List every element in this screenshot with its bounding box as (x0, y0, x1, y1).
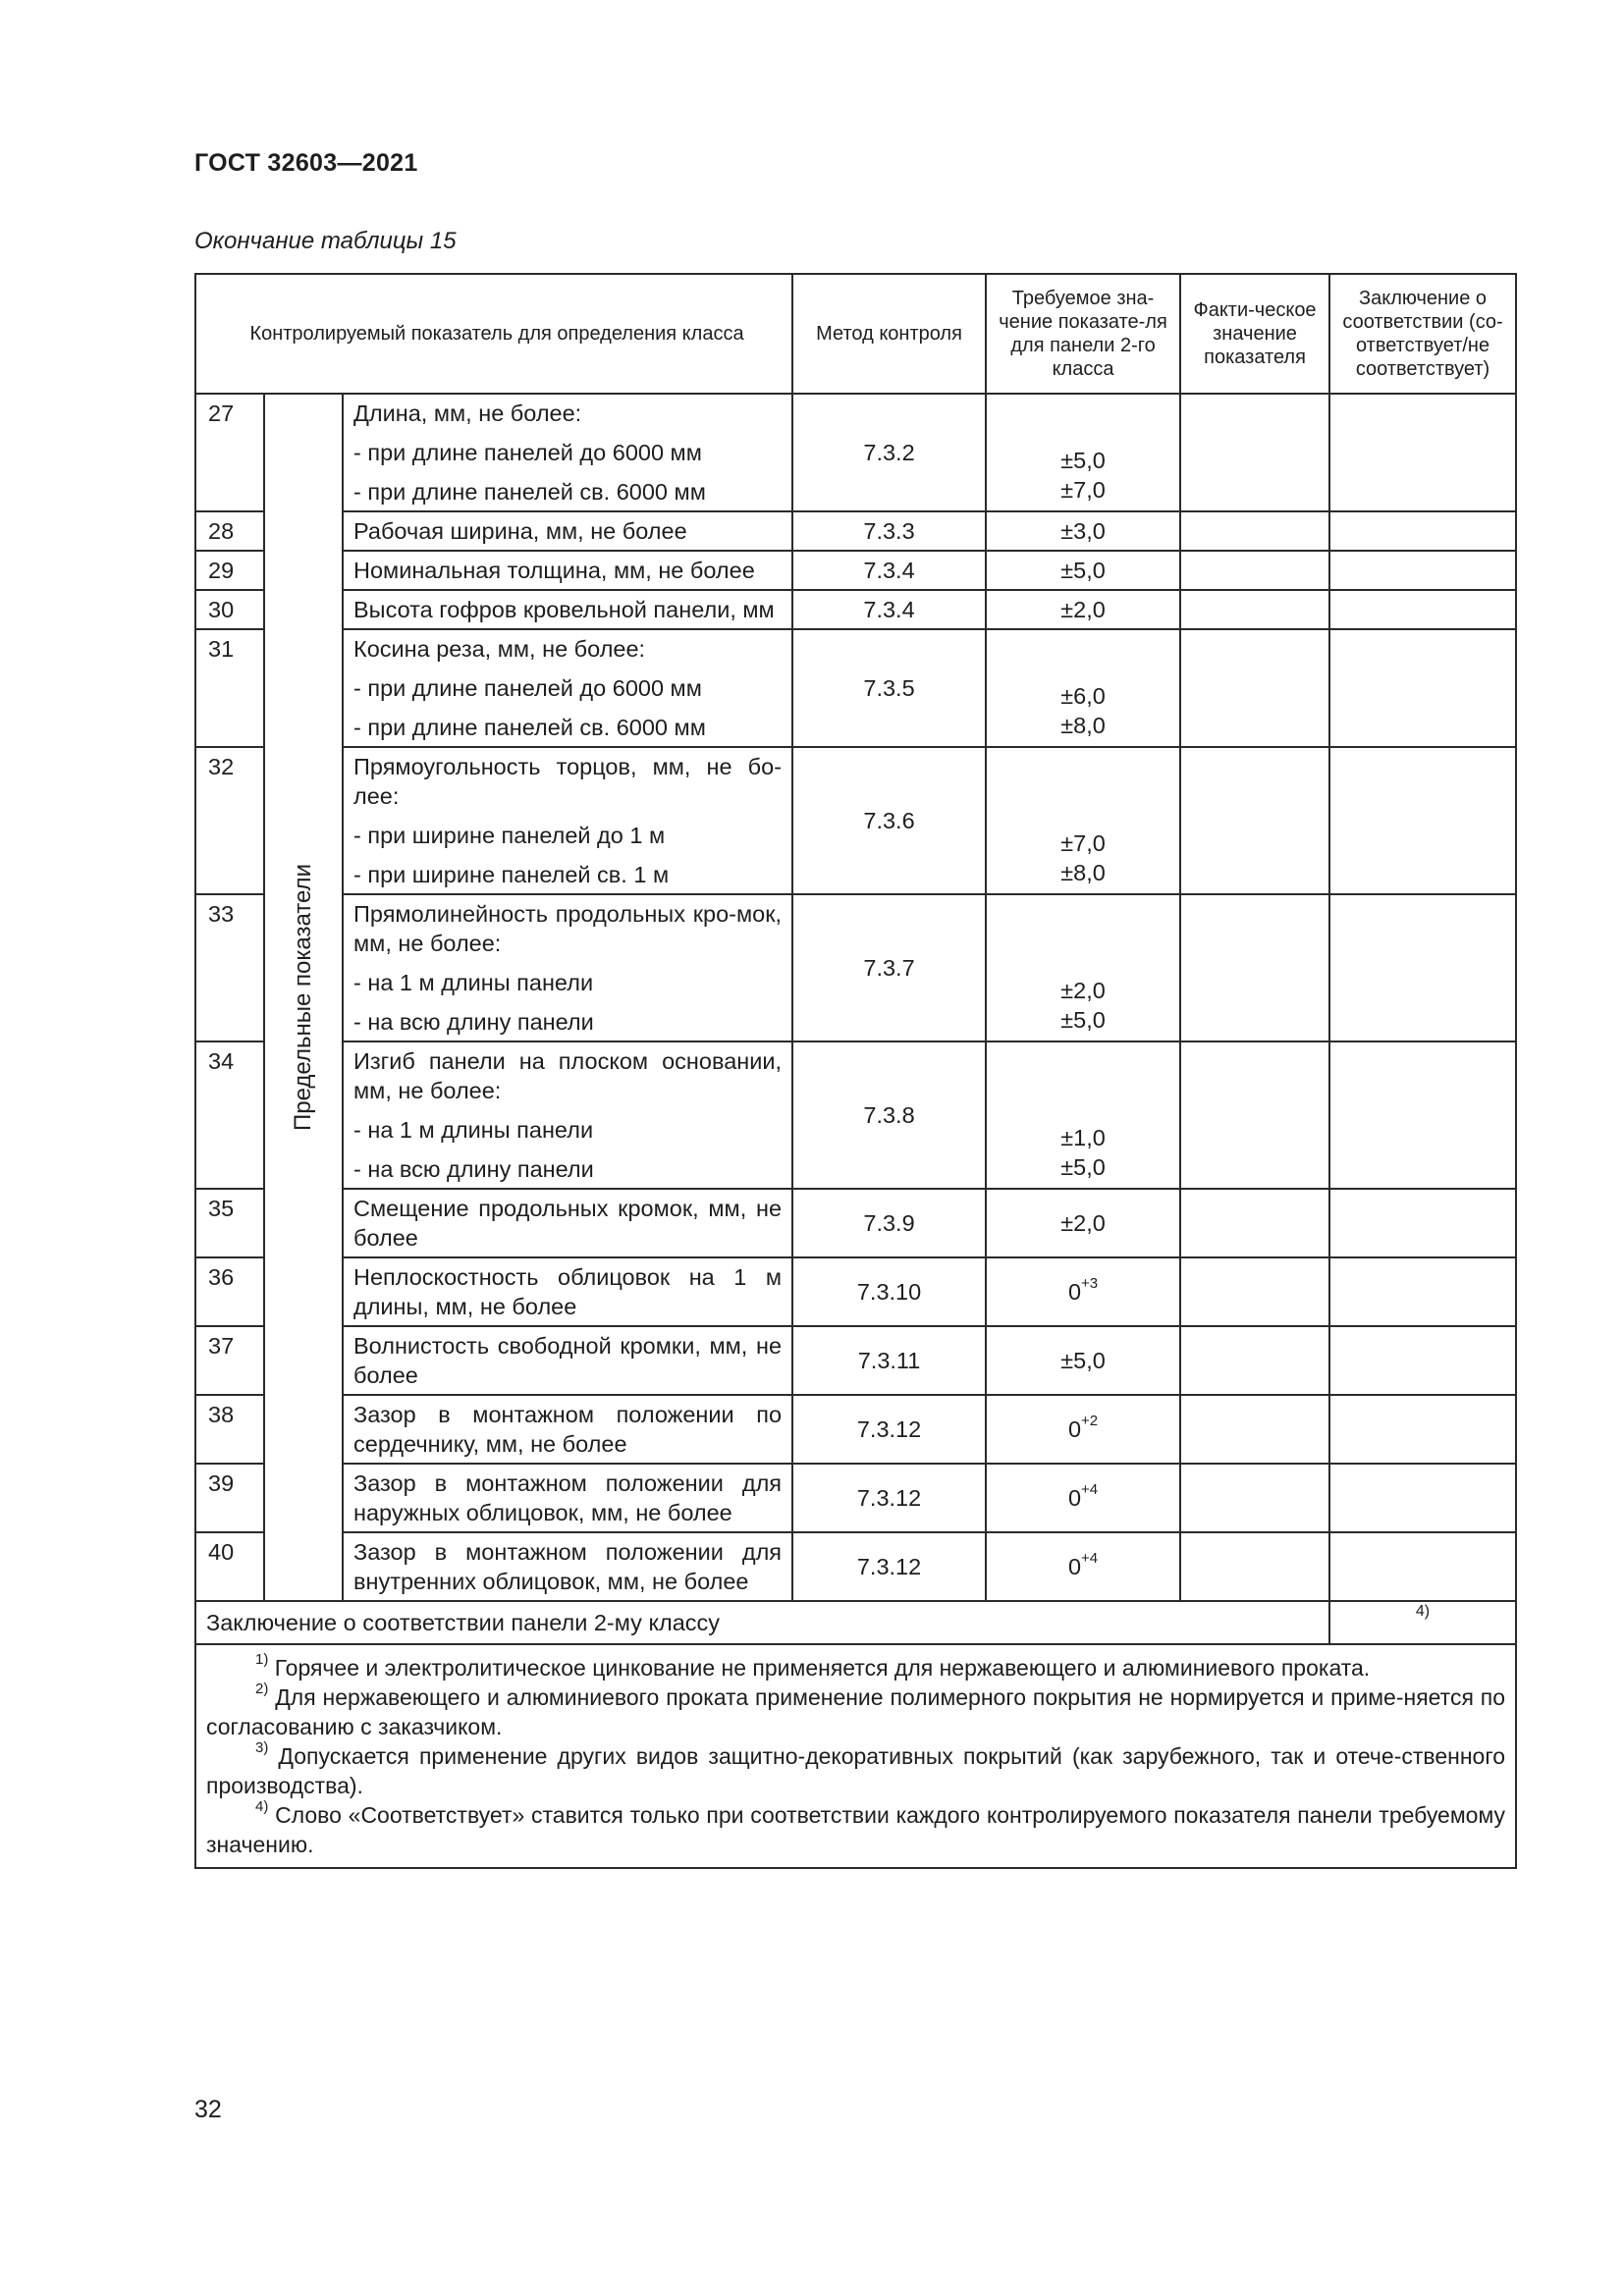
required-value (986, 1464, 1180, 1532)
description-line: Неплоскостность облицовок на 1 м длины, мм, не более (353, 1264, 783, 1319)
group-label: Предельные показатели (290, 864, 316, 1131)
indicator-description (343, 1326, 792, 1395)
control-method: 7.3.10 (792, 1257, 986, 1326)
actual-value-cell (1180, 1395, 1329, 1464)
description-line: Прямоугольность торцов, мм, не бо-лее: (353, 754, 783, 809)
required-value-base: 0 (1067, 1485, 1082, 1511)
actual-value-cell (1180, 1464, 1329, 1532)
description-line: Волнистость свободной кромки, мм, не более (353, 1333, 783, 1388)
footnotes (195, 1644, 1516, 1868)
required-value (986, 629, 1180, 747)
table-row (195, 747, 1516, 894)
actual-value-cell (1180, 1326, 1329, 1395)
table-row (195, 894, 1516, 1041)
indicator-description (343, 1189, 792, 1257)
required-value (986, 1189, 1180, 1257)
footnote-text: Для нержавеющего и алюминиевого проката применение полимерного покрытия не нормируется и приме-няется по согласованию с заказчиком. (206, 1684, 1506, 1739)
control-method: 7.3.11 (792, 1326, 986, 1395)
conclusion-cell (1329, 894, 1516, 1041)
description-line: - при длине панелей св. 6000 мм (353, 715, 706, 740)
description-line: - на всю длину панели (353, 1156, 594, 1182)
description-line: - при длине панелей св. 6000 мм (353, 479, 706, 505)
required-value-text: ±1,0 (1060, 1125, 1106, 1150)
footnote (206, 1653, 1505, 1682)
actual-value-cell (1180, 1257, 1329, 1326)
control-method: 7.3.8 (792, 1041, 986, 1189)
footnote-text: Допускается применение других видов защитно-декоративных покрытий (как зарубежного, так и отече-ственного производства). (206, 1743, 1506, 1798)
actual-value-cell (1180, 394, 1329, 511)
footnote-mark: 4) (255, 1798, 269, 1816)
group-cell (264, 394, 343, 1601)
required-value-base: 0 (1067, 1554, 1082, 1579)
required-value-text: ±5,0 (1060, 1007, 1106, 1033)
conclusion-cell (1329, 511, 1516, 551)
conclusion-cell (1329, 394, 1516, 511)
conclusion-label: Заключение о соответствии панели 2-му классу (195, 1601, 1329, 1644)
actual-value-cell (1180, 1532, 1329, 1601)
required-value-text: ±3,0 (1060, 518, 1106, 544)
required-value-base: 0 (1067, 1416, 1082, 1442)
conclusion-cell (1329, 1464, 1516, 1532)
required-value-text: ±6,0 (1060, 683, 1106, 709)
required-value-text: ±7,0 (1060, 830, 1106, 856)
required-value (986, 1532, 1180, 1601)
table-row (195, 1395, 1516, 1464)
control-method: 7.3.12 (792, 1532, 986, 1601)
conclusion-cell (1329, 551, 1516, 590)
row-number: 32 (195, 747, 264, 894)
header-conclusion: Заключение о соответствии (со-ответствует/не соответствует) (1329, 274, 1516, 394)
description-line: - на 1 м длины панели (353, 970, 594, 995)
row-number: 31 (195, 629, 264, 747)
conclusion-cell (1329, 590, 1516, 629)
footnote (206, 1800, 1505, 1859)
actual-value-cell (1180, 590, 1329, 629)
required-value-spacer (987, 946, 1179, 976)
description-line: - на всю длину панели (353, 1009, 594, 1035)
indicator-description (343, 1041, 792, 1189)
actual-value-cell (1180, 511, 1329, 551)
description-line: Номинальная толщина, мм, не более (353, 558, 755, 583)
required-value (986, 894, 1180, 1041)
row-number: 37 (195, 1326, 264, 1395)
required-value-text: ±5,0 (1060, 448, 1106, 473)
control-method: 7.3.4 (792, 551, 986, 590)
description-line: Высота гофров кровельной панели, мм (353, 597, 775, 622)
footnote (206, 1741, 1505, 1800)
control-method: 7.3.2 (792, 394, 986, 511)
required-value (986, 1395, 1180, 1464)
required-value-spacer (987, 1064, 1179, 1094)
row-number: 35 (195, 1189, 264, 1257)
conclusion-cell (1329, 629, 1516, 747)
table-row (195, 1041, 1516, 1189)
required-value-spacer (987, 652, 1179, 681)
indicator-description (343, 511, 792, 551)
row-number: 40 (195, 1532, 264, 1601)
footnote-mark: 1) (255, 1651, 269, 1669)
header-indicator: Контролируемый показатель для определения класса (195, 274, 792, 394)
description-line: Зазор в монтажном положении для наружных облицовок, мм, не более (353, 1470, 783, 1525)
row-number: 28 (195, 511, 264, 551)
row-number: 39 (195, 1464, 264, 1532)
table-row (195, 1532, 1516, 1601)
required-value (986, 747, 1180, 894)
row-number: 29 (195, 551, 264, 590)
table-header-row (195, 274, 1516, 394)
indicator-description (343, 629, 792, 747)
required-value-tolerance: +4 (1081, 1481, 1099, 1499)
required-value (986, 551, 1180, 590)
table-row (195, 590, 1516, 629)
control-method: 7.3.4 (792, 590, 986, 629)
required-value (986, 590, 1180, 629)
footnote-mark: 2) (255, 1681, 269, 1698)
required-value (986, 1041, 1180, 1189)
description-line: - при длине панелей до 6000 мм (353, 675, 702, 701)
indicator-description (343, 747, 792, 894)
conclusion-cell (1329, 1532, 1516, 1601)
description-line: - при ширине панелей до 1 м (353, 823, 666, 848)
indicator-description (343, 1464, 792, 1532)
header-required: Требуемое зна-чение показате-ля для панели 2-го класса (986, 274, 1180, 394)
actual-value-cell (1180, 894, 1329, 1041)
actual-value-cell (1180, 1189, 1329, 1257)
table-caption: Окончание таблицы 15 (194, 228, 457, 254)
required-value-text: ±5,0 (1060, 1348, 1106, 1373)
required-value (986, 394, 1180, 511)
table-row (195, 551, 1516, 590)
row-number: 27 (195, 394, 264, 511)
control-method: 7.3.9 (792, 1189, 986, 1257)
description-line: - при длине панелей до 6000 мм (353, 440, 702, 465)
description-line: Рабочая ширина, мм, не более (353, 518, 687, 544)
required-value-tolerance: +4 (1081, 1550, 1099, 1568)
description-line: Смещение продольных кромок, мм, не более (353, 1196, 783, 1251)
actual-value-cell (1180, 1041, 1329, 1189)
control-method: 7.3.12 (792, 1395, 986, 1464)
footnote-text: Горячее и электролитическое цинкование не применяется для нержавеющего и алюминиевого проката. (268, 1655, 1371, 1681)
control-method: 7.3.12 (792, 1464, 986, 1532)
required-value-text: ±5,0 (1060, 558, 1106, 583)
header-actual: Факти-ческое значение показателя (1180, 274, 1329, 394)
required-value-text: ±5,0 (1060, 1154, 1106, 1180)
conclusion-cell (1329, 1041, 1516, 1189)
control-method: 7.3.7 (792, 894, 986, 1041)
required-value-text: ±8,0 (1060, 713, 1106, 738)
row-number: 33 (195, 894, 264, 1041)
row-number: 36 (195, 1257, 264, 1326)
footnote (206, 1682, 1505, 1741)
conclusion-cell (1329, 1189, 1516, 1257)
actual-value-cell (1180, 629, 1329, 747)
required-value (986, 1257, 1180, 1326)
actual-value-cell (1180, 747, 1329, 894)
table-row (195, 629, 1516, 747)
required-value-tolerance: +3 (1081, 1275, 1099, 1293)
required-value (986, 1326, 1180, 1395)
footnote-text: Слово «Соответствует» ставится только при соответствии каждого контролируемого показателя панели требуемому значению. (206, 1802, 1506, 1857)
required-value-spacer (987, 1094, 1179, 1123)
description-line: Косина реза, мм, не более: (353, 636, 646, 662)
page-number: 32 (194, 2096, 222, 2123)
description-line: Зазор в монтажном положении по сердечнику, мм, не более (353, 1402, 783, 1457)
footnotes-row (195, 1644, 1516, 1868)
control-method: 7.3.5 (792, 629, 986, 747)
description-line: - на 1 м длины панели (353, 1117, 594, 1143)
row-number: 30 (195, 590, 264, 629)
required-value-spacer (987, 416, 1179, 446)
row-number: 38 (195, 1395, 264, 1464)
actual-value-cell (1180, 551, 1329, 590)
description-line: Прямолинейность продольных кро-мок, мм, не более: (353, 901, 783, 956)
table-row (195, 1189, 1516, 1257)
header-method: Метод контроля (792, 274, 986, 394)
description-line: Длина, мм, не более: (353, 400, 582, 426)
conclusion-cell (1329, 747, 1516, 894)
indicator-description (343, 1257, 792, 1326)
table-row (195, 1257, 1516, 1326)
conclusion-cell (1329, 1326, 1516, 1395)
required-value-text: ±8,0 (1060, 860, 1106, 885)
description-line: Зазор в монтажном положении для внутренних облицовок, мм, не более (353, 1539, 783, 1594)
indicator-description (343, 551, 792, 590)
conclusion-row (195, 1601, 1516, 1644)
required-value-text: ±7,0 (1060, 477, 1106, 503)
indicator-description (343, 1532, 792, 1601)
control-method: 7.3.6 (792, 747, 986, 894)
conclusion-footnote-mark: 4) (1329, 1601, 1516, 1644)
required-value-text: ±2,0 (1060, 597, 1106, 622)
required-value (986, 511, 1180, 551)
required-value-base: 0 (1067, 1279, 1082, 1305)
document-title: ГОСТ 32603—2021 (194, 149, 418, 177)
required-value-spacer (987, 917, 1179, 946)
required-value-tolerance: +2 (1081, 1413, 1099, 1430)
conclusion-cell (1329, 1395, 1516, 1464)
table-row (195, 1326, 1516, 1395)
table-row (195, 511, 1516, 551)
description-line: - при ширине панелей св. 1 м (353, 862, 670, 887)
conclusion-cell (1329, 1257, 1516, 1326)
row-number: 34 (195, 1041, 264, 1189)
indicator-description (343, 590, 792, 629)
required-value-spacer (987, 770, 1179, 799)
indicator-description (343, 894, 792, 1041)
required-value-spacer (987, 799, 1179, 828)
required-value-text: ±2,0 (1060, 1210, 1106, 1236)
footnote-mark: 3) (255, 1739, 269, 1757)
required-value-text: ±2,0 (1060, 978, 1106, 1003)
description-line: Изгиб панели на плоском основании, мм, не более: (353, 1048, 783, 1103)
table-row (195, 1464, 1516, 1532)
control-method: 7.3.3 (792, 511, 986, 551)
indicator-description (343, 1395, 792, 1464)
indicators-table (194, 273, 1517, 1869)
indicator-description (343, 394, 792, 511)
table-row (195, 394, 1516, 511)
